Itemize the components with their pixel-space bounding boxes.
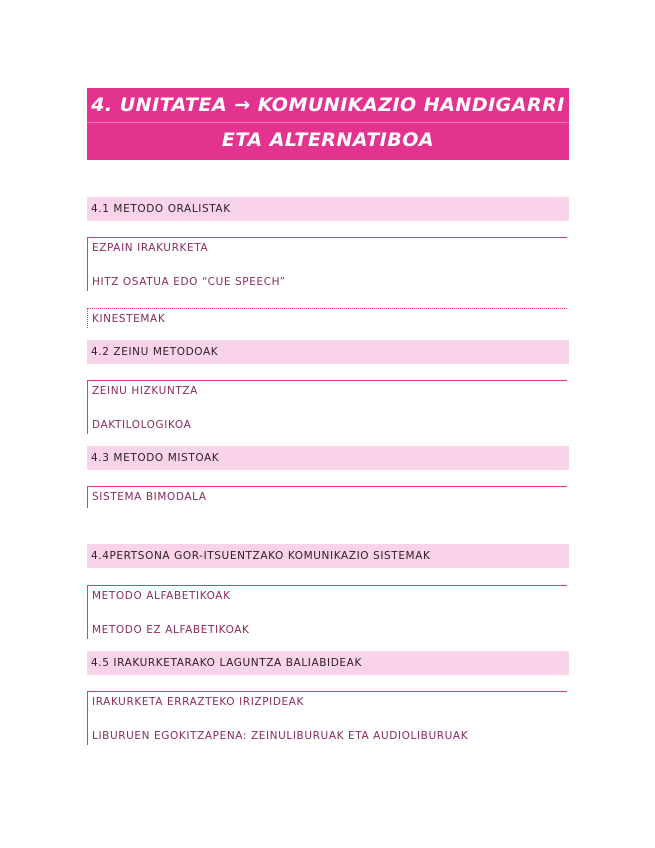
list-item: DAKTILOLOGIKOA: [92, 419, 192, 431]
list-item: METODO ALFABETIKOAK: [92, 590, 231, 602]
divider: [87, 691, 567, 692]
divider: [87, 486, 88, 508]
divider: [87, 237, 567, 238]
list-item: HITZ OSATUA EDO “CUE SPEECH”: [92, 276, 286, 288]
unit-title-line-1: 4. UNITATEA → KOMUNIKAZIO HANDIGARRI: [87, 88, 569, 123]
list-item: IRAKURKETA ERRAZTEKO IRIZPIDEAK: [92, 696, 305, 708]
divider: [87, 585, 567, 586]
unit-title-line-2: ETA ALTERNATIBOA: [221, 129, 435, 151]
list-item: METODO EZ ALFABETIKOAK: [92, 624, 250, 636]
list-item: LIBURUEN EGOKITZAPENA: ZEINULIBURUAK ETA AUDIOLIBURUAK: [92, 730, 469, 742]
list-item: SISTEMA BIMODALA: [92, 491, 207, 503]
section-heading-4-2: 4.2 ZEINU METODOAK: [87, 340, 569, 364]
divider: [87, 380, 88, 434]
divider: [87, 691, 88, 745]
section-heading-4-3: 4.3 METODO MISTOAK: [87, 446, 569, 470]
list-item: ZEINU HIZKUNTZA: [92, 385, 198, 397]
divider: [87, 237, 88, 291]
divider: [87, 380, 567, 381]
divider: [87, 308, 88, 328]
divider: [87, 486, 567, 487]
list-item: EZPAIN IRAKURKETA: [92, 242, 209, 254]
divider: [87, 308, 567, 309]
section-heading-4-1: 4.1 METODO ORALISTAK: [87, 197, 569, 221]
divider: [87, 585, 88, 639]
unit-title: [87, 88, 569, 160]
list-item: KINESTEMAK: [92, 313, 166, 325]
section-heading-4-5: 4.5 IRAKURKETARAKO LAGUNTZA BALIABIDEAK: [87, 651, 569, 675]
section-heading-4-4: 4.4PERTSONA GOR-ITSUENTZAKO KOMUNIKAZIO SISTEMAK: [87, 544, 569, 568]
